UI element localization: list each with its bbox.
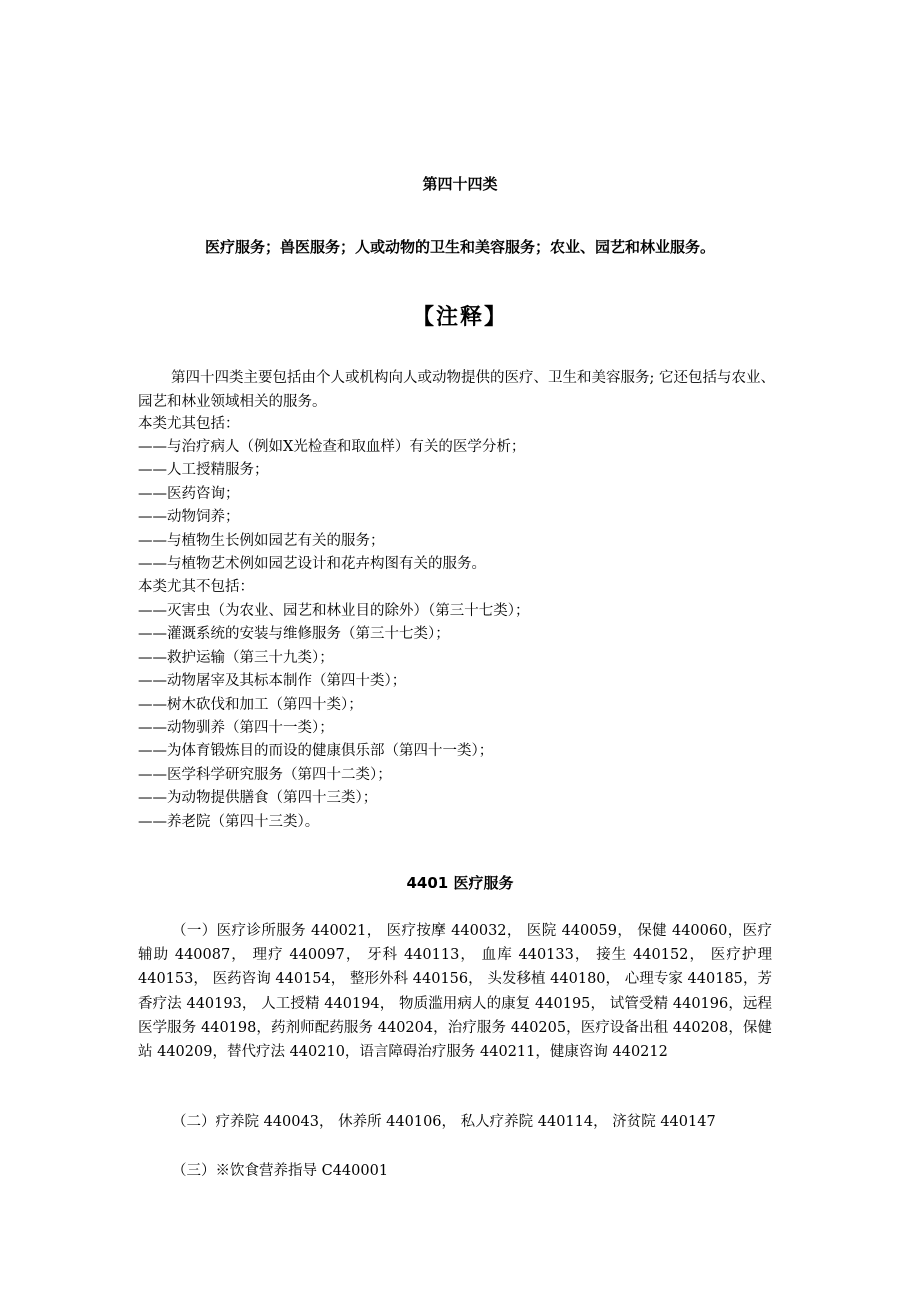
list-item: ——动物饲养； <box>138 509 240 526</box>
list-item: ——为体育锻炼目的而设的健康俱乐部（第四十一类）； <box>138 743 494 760</box>
list-item: ——人工授精服务； <box>138 462 269 479</box>
list-item: ——养老院（第四十三类）。 <box>138 813 320 830</box>
list-item: ——医学科学研究服务（第四十二类）； <box>138 766 392 783</box>
class-title: 第四十四类 <box>422 175 498 193</box>
list-item: ——树木砍伐和加工（第四十类）； <box>138 696 363 713</box>
list-item: ——医药咨询； <box>138 485 240 502</box>
includes-label: 本类尤其包括： <box>138 416 240 432</box>
subclass-title: 4401 医疗服务 <box>406 874 514 892</box>
list-item: ——救护运输（第三十九类）； <box>138 649 334 666</box>
group-2-paragraph: （二）疗养院 440043， 休养所 440106， 私人疗养院 440114， 济贫院 440147 <box>172 1114 716 1130</box>
list-item: ——与植物生长例如园艺有关的服务； <box>138 532 385 549</box>
list-item: ——动物屠宰及其标本制作（第四十类）； <box>138 673 407 690</box>
group-1-paragraph: （一）医疗诊所服务 440021， 医疗按摩 440032， 医院 440059， 保健 440060，医疗辅助 440087， 理疗 440097， 牙科 440113， 血库 440133， 接生 440152， 医疗护理 440153， 医药咨询 440154， 整形外科 440156， 头发移植 440180， 心理专家 440185，芳香疗法 440193， 人工授精 440194， 物质滥用病人的康复 440195， 试管受精 440196，远程医学服务 440198，药剂师配药服务 440204，治疗服务 440205，医疗设备出租 440208，保健站 440209，替代疗法 440210，语言障碍治疗服务 440211，健康咨询 440212 <box>138 923 772 1061</box>
note-title: 【注释】 <box>411 305 508 330</box>
excludes-list <box>138 600 788 834</box>
excludes-label: 本类尤其不包括： <box>138 579 254 595</box>
list-item: ——与治疗病人（例如X光检查和取血样）有关的医学分析； <box>138 439 526 455</box>
class-description: 医疗服务；兽医服务；人或动物的卫生和美容服务；农业、园艺和林业服务。 <box>204 238 715 256</box>
list-item: ——灌溉系统的安装与维修服务（第三十七类）； <box>138 626 450 643</box>
includes-list <box>138 436 788 576</box>
list-item: ——动物驯养（第四十一类）； <box>138 720 334 737</box>
group-3-paragraph: （三）※饮食营养指导 C440001 <box>172 1163 389 1179</box>
list-item: ——与植物艺术例如园艺设计和花卉构图有关的服务。 <box>138 556 486 573</box>
list-item: ——灭害虫（为农业、园艺和林业目的除外）（第三十七类）； <box>138 603 530 619</box>
list-item: ——为动物提供膳食（第四十三类）； <box>138 790 378 807</box>
intro-paragraph: 第四十四类主要包括由个人或机构向人或动物提供的医疗、卫生和美容服务; 它还包括与农业、园艺和林业领域相关的服务。 <box>138 370 775 410</box>
